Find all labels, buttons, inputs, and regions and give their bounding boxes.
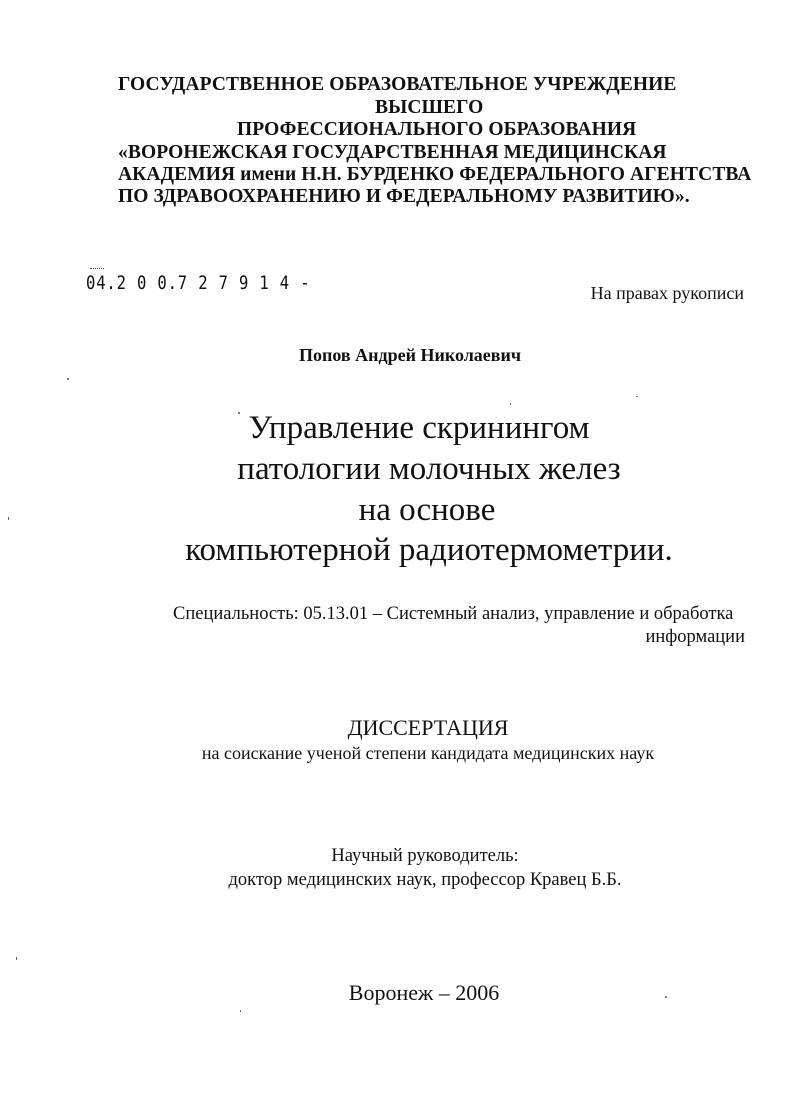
institution-line-6: ПО ЗДРАВООХРАНЕНИЮ И ФЕДЕРАЛЬНОМУ РАЗВИТИЮ». [118, 186, 690, 207]
specialty-line-2: информации [645, 627, 745, 647]
city-year: Воронеж – 2006 [348, 980, 500, 1005]
scan-speck [636, 396, 638, 397]
scan-speck [510, 403, 511, 405]
degree-line: на соискание ученой степени кандидата медицинских наук [201, 743, 655, 763]
document-type-heading: ДИССЕРТАЦИЯ [347, 715, 509, 740]
title-line-3: на основе [358, 492, 496, 528]
title-line-1: Управление скринингом [248, 410, 590, 446]
supervisor-name: доктор медицинских наук, профессор Кравец Б.Б. [228, 870, 622, 890]
institution-line-4: «ВОРОНЕЖСКАЯ ГОСУДАРСТВЕННАЯ МЕДИЦИНСКАЯ [118, 142, 667, 163]
title-line-2: патологии молочных желез [237, 451, 621, 487]
institution-line-3: ПРОФЕССИОНАЛЬНОГО ОБРАЗОВАНИЯ [237, 119, 637, 140]
scan-speck [238, 412, 240, 414]
scan-speck [240, 1010, 241, 1012]
stamp-mark [90, 268, 104, 271]
title-line-4: компьютерной радиотермометрии. [185, 532, 673, 568]
manuscript-rights-note: На правах рукописи [590, 283, 744, 303]
institution-line-1: ГОСУДАРСТВЕННОЕ ОБРАЗОВАТЕЛЬНОЕ УЧРЕЖДЕНИЕ [118, 74, 677, 95]
library-stamp-number: 04.2 0 0.7 2 7 9 1 4 - [86, 272, 311, 294]
institution-line-2: ВЫСШЕГО [375, 97, 484, 118]
scan-speck [16, 957, 17, 960]
scan-speck [665, 996, 667, 998]
supervisor-label: Научный руководитель: [331, 846, 519, 866]
institution-line-5: АКАДЕМИЯ имени Н.Н. БУРДЕНКО ФЕДЕРАЛЬНОГО АГЕНТСТВА [118, 164, 752, 185]
scan-speck [67, 378, 69, 380]
scan-speck [8, 517, 9, 520]
author-name: Попов Андрей Николаевич [298, 345, 522, 365]
specialty-line-1: Специальность: 05.13.01 – Системный анализ, управление и обработка [173, 604, 734, 624]
